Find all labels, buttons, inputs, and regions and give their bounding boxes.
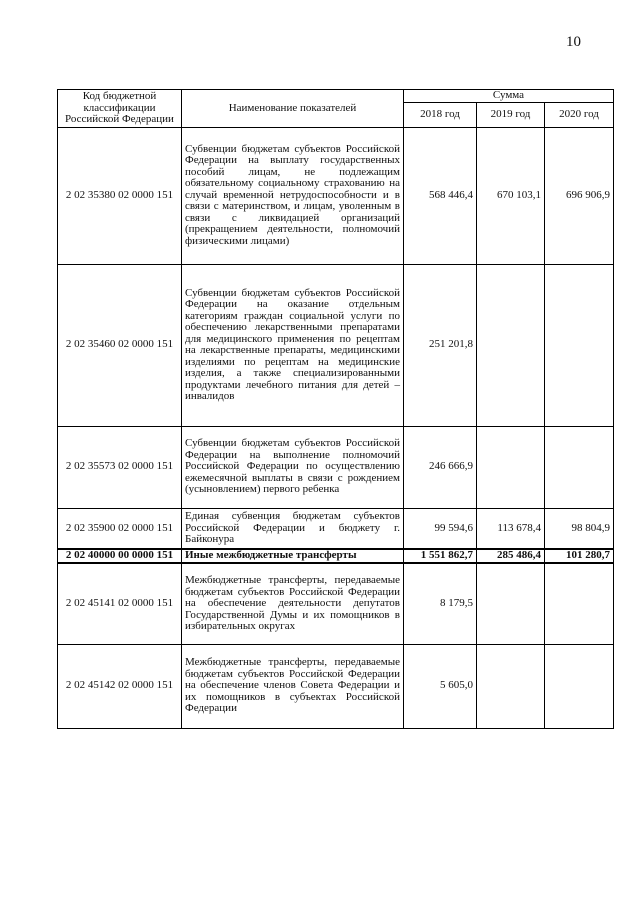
row-value-2018: 8 179,5 (404, 563, 477, 644)
row-value-2020 (545, 426, 614, 508)
row-name: Межбюджетные трансферты, передаваемые бюджетам субъектов Российской Федерации на обеспечение деятельности депутатов Государственной Думы и их помощников в избирательных округах (182, 563, 404, 644)
row-value-2018: 5 605,0 (404, 644, 477, 728)
row-name: Межбюджетные трансферты, передаваемые бюджетам субъектов Российской Федерации на обеспечение членов Совета Федерации и их помощников в субъектах Российской Федерации (182, 644, 404, 728)
row-name: Субвенции бюджетам субъектов Российской Федерации на выполнение полномочий Российской Федерации по осуществлению ежемесячной выплаты в связи с рождением (усыновлением) первого ребенка (182, 426, 404, 508)
header-name: Наименование показателей (182, 90, 404, 128)
row-code: 2 02 35460 02 0000 151 (58, 264, 182, 426)
page-number: 10 (566, 34, 581, 50)
header-year-2019: 2019 год (477, 102, 545, 127)
row-value-2018: 99 594,6 (404, 508, 477, 549)
header-code: Код бюджетной классификации Российской Федерации (58, 90, 182, 128)
row-code: 2 02 45142 02 0000 151 (58, 644, 182, 728)
row-value-2020: 101 280,7 (545, 549, 614, 563)
table-row (58, 508, 614, 549)
row-name: Субвенции бюджетам субъектов Российской Федерации на выплату государственных пособий лицам, не подлежащим обязательному социальному страхованию на случай временной нетрудоспособности и в связи с материнством, и лицам, уволенным в связи с ликвидацией организаций (прекращением деятельности, полномочий физическими лицами) (182, 127, 404, 264)
table-row (58, 644, 614, 728)
row-value-2018: 1 551 862,7 (404, 549, 477, 563)
table-row (58, 127, 614, 264)
header-year-2018: 2018 год (404, 102, 477, 127)
row-value-2020 (545, 563, 614, 644)
header-sum: Сумма (404, 90, 614, 103)
table-row (58, 563, 614, 644)
row-value-2020: 696 906,9 (545, 127, 614, 264)
row-value-2018: 251 201,8 (404, 264, 477, 426)
row-value-2019: 670 103,1 (477, 127, 545, 264)
table-row (58, 264, 614, 426)
row-value-2018: 246 666,9 (404, 426, 477, 508)
row-code: 2 02 45141 02 0000 151 (58, 563, 182, 644)
row-value-2019 (477, 644, 545, 728)
table-row-total (58, 549, 614, 563)
row-name: Субвенции бюджетам субъектов Российской Федерации на оказание отдельным категориям граждан социальной услуги по обеспечению лекарственными препаратами для медицинского применения по рецептам на лекарственные препараты, медицинскими изделиями по рецептам на медицинские изделия, а также специализированными продуктами лечебного питания для детей – инвалидов (182, 264, 404, 426)
row-value-2019: 113 678,4 (477, 508, 545, 549)
row-value-2020 (545, 644, 614, 728)
row-value-2019 (477, 426, 545, 508)
row-name: Единая субвенция бюджетам субъектов Российской Федерации и бюджету г. Байконура (182, 508, 404, 549)
row-value-2020 (545, 264, 614, 426)
row-code: 2 02 35380 02 0000 151 (58, 127, 182, 264)
row-value-2019: 285 486,4 (477, 549, 545, 563)
budget-table (57, 89, 614, 729)
row-value-2020: 98 804,9 (545, 508, 614, 549)
row-code: 2 02 35900 02 0000 151 (58, 508, 182, 549)
header-year-2020: 2020 год (545, 102, 614, 127)
row-code: 2 02 35573 02 0000 151 (58, 426, 182, 508)
row-code: 2 02 40000 00 0000 151 (58, 549, 182, 563)
row-name: Иные межбюджетные трансферты (182, 549, 404, 563)
row-value-2018: 568 446,4 (404, 127, 477, 264)
table-row (58, 426, 614, 508)
row-value-2019 (477, 264, 545, 426)
row-value-2019 (477, 563, 545, 644)
